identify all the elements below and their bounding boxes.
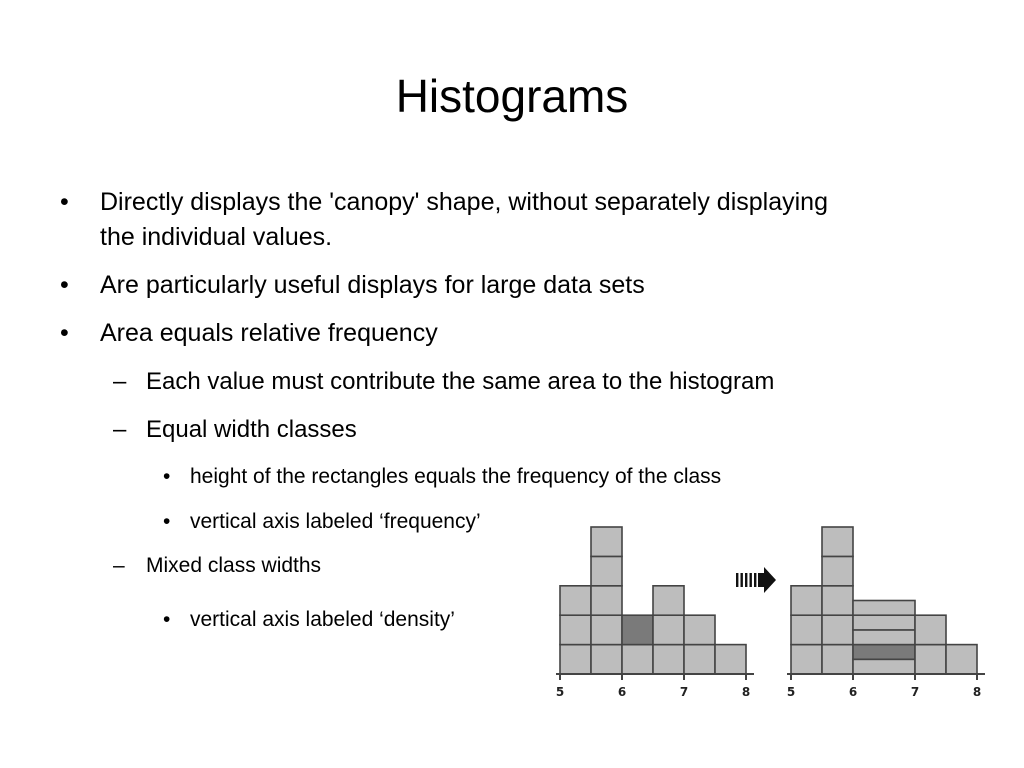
left-histogram-box: [560, 645, 591, 674]
sub-sub-bullet-marker: •: [163, 510, 171, 533]
histogram-comparison-figure: [540, 520, 990, 710]
right-histogram-box: [791, 645, 822, 674]
left-tick-label: 8: [741, 685, 751, 699]
arrow-stripe: [745, 573, 747, 587]
sub-sub-bullet-marker: •: [163, 465, 171, 488]
right-tick-label: 6: [848, 685, 858, 699]
right-histogram-box: [915, 645, 946, 674]
left-histogram-box: [560, 615, 591, 644]
left-histogram-box: [684, 615, 715, 644]
left-tick-label: 7: [679, 685, 689, 699]
bullet-marker: •: [60, 319, 69, 347]
sub-bullet-marker: –: [113, 416, 127, 443]
right-tick-label: 8: [972, 685, 982, 699]
right-histogram-box: [791, 615, 822, 644]
arrow-head-icon: [764, 567, 776, 593]
right-histogram-box: [822, 586, 853, 615]
left-histogram-box: [653, 615, 684, 644]
left-histogram-box: [622, 615, 653, 644]
sub-sub-bullet-density-axis: vertical axis labeled ‘density’: [190, 608, 455, 631]
bullet-marker: •: [60, 188, 69, 216]
sub-bullet-mixed-widths: Mixed class widths: [146, 554, 322, 577]
left-histogram-box: [591, 615, 622, 644]
bullet-canopy-line1: Directly displays the 'canopy' shape, without separately displaying: [100, 188, 828, 216]
left-histogram-box: [622, 645, 653, 674]
left-histogram-box: [715, 645, 746, 674]
right-histogram-box: [853, 601, 915, 616]
sub-bullet-marker: –: [113, 554, 125, 577]
sub-sub-bullet-marker: •: [163, 608, 171, 631]
right-histogram-box: [791, 586, 822, 615]
right-histogram-box: [946, 645, 977, 674]
right-tick-label: 5: [786, 685, 796, 699]
bullet-area-frequency: Area equals relative frequency: [100, 319, 438, 347]
left-histogram-box: [591, 586, 622, 615]
right-histogram-box: [853, 645, 915, 660]
right-histogram-box: [822, 556, 853, 585]
arrow-stripe: [741, 573, 743, 587]
bullet-large-data: Are particularly useful displays for large data sets: [100, 271, 645, 299]
sub-sub-bullet-height: height of the rectangles equals the frequency of the class: [190, 465, 722, 488]
arrow-stripe: [754, 573, 756, 587]
bullet-canopy-line2: the individual values.: [100, 223, 333, 251]
arrow-stripe: [736, 573, 738, 587]
left-histogram-box: [653, 645, 684, 674]
bullet-marker: •: [60, 271, 69, 299]
sub-bullet-equal-width: Equal width classes: [146, 416, 357, 443]
arrow-stripe: [750, 573, 752, 587]
right-histogram-box: [853, 630, 915, 645]
sub-sub-bullet-frequency-axis: vertical axis labeled ‘frequency’: [190, 510, 481, 533]
slide-title: Histograms: [395, 70, 629, 122]
arrow-shaft: [758, 573, 765, 587]
left-tick-label: 5: [555, 685, 565, 699]
sub-bullet-marker: –: [113, 368, 127, 395]
left-histogram-box: [591, 645, 622, 674]
left-histogram-box: [591, 556, 622, 585]
right-tick-label: 7: [910, 685, 920, 699]
right-histogram-box: [853, 615, 915, 630]
right-histogram-box: [915, 615, 946, 644]
left-histogram-box: [653, 586, 684, 615]
right-histogram-box: [822, 645, 853, 674]
left-histogram-box: [684, 645, 715, 674]
left-tick-label: 6: [617, 685, 627, 699]
right-histogram-box: [822, 615, 853, 644]
left-histogram-box: [591, 527, 622, 556]
right-histogram-box: [853, 659, 915, 674]
sub-bullet-same-area: Each value must contribute the same area to the histogram: [146, 368, 775, 395]
right-histogram-box: [822, 527, 853, 556]
left-histogram-box: [560, 586, 591, 615]
